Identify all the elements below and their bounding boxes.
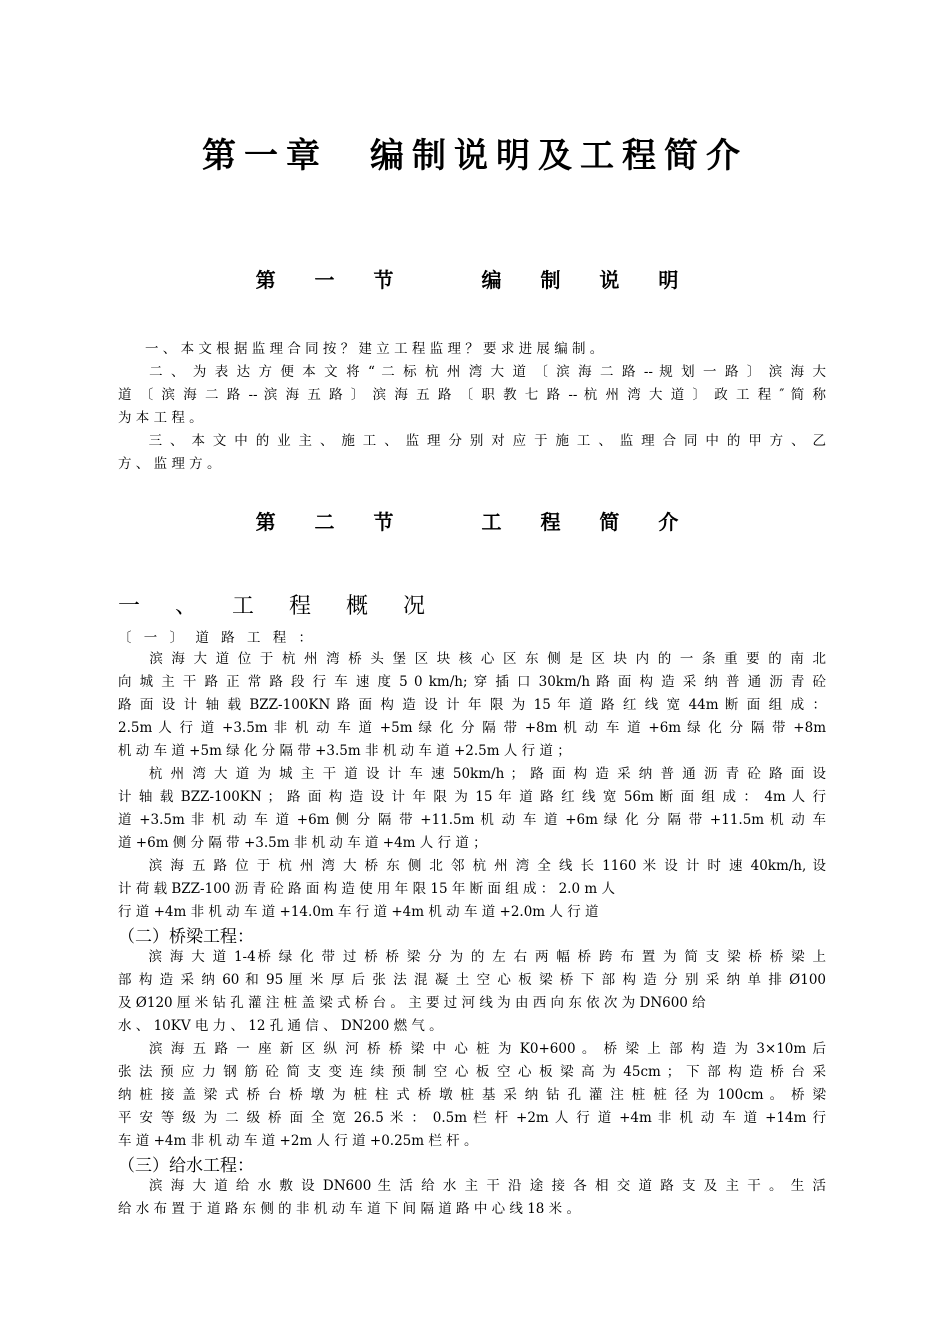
paragraph-line: 滨 海 五 路 位 于 杭 州 湾 大 桥 东 侧 北 邻 杭 州 湾 全 线 长 1160 米 设 计 时 速 40km/h, 设 <box>118 858 826 874</box>
paragraph-line: 水 、 10KV 电 力 、 12 孔 通 信 、 DN200 燃 气 。 <box>118 1018 443 1034</box>
paragraph-line: 杭 州 湾 大 道 为 城 主 干 道 设 计 车 速 50km/h ； 路 面 构 造 采 纳 普 通 沥 青 砼 路 面 设 <box>118 766 826 782</box>
section-2-title: 第 二 节 工 程 简 介 <box>255 510 695 534</box>
paragraph-line: 滨 海 大 道 位 于 杭 州 湾 桥 头 堡 区 块 核 心 区 东 侧 是 区 块 内 的 一 条 重 要 的 南 北 <box>118 651 826 667</box>
heading-overview: 一 、 工 程 概 况 <box>118 594 439 619</box>
paragraph-line: 给 水 布 置 于 道 路 东 侧 的 非 机 动 车 道 下 间 隔 道 路 中 心 线 18 米 。 <box>118 1201 580 1217</box>
paragraph-line: 计 轴 载 BZZ-100KN ； 路 面 构 造 设 计 年 限 为 15 年 道 路 红 线 宽 56m 断 面 组 成 ： 4m 人 行 <box>118 789 826 805</box>
paragraph-line: 滨 海 五 路 一 座 新 区 纵 河 桥 桥 梁 中 心 桩 为 K0+600 。 桥 梁 上 部 构 造 为 3×10m 后 <box>118 1041 826 1057</box>
paragraph-line: 平 安 等 级 为 二 级 桥 面 全 宽 26.5 米 ： 0.5m 栏 杆 +2m 人 行 道 +4m 非 机 动 车 道 +14m 行 <box>118 1110 826 1126</box>
subheading-water: （三）给水工程： <box>118 1156 254 1176</box>
paragraph-line: 为 本 工 程 。 <box>118 410 203 426</box>
paragraph-line: 机 动 车 道 +5m 绿 化 分 隔 带 +3.5m 非 机 动 车 道 +2.5m 人 行 道 ； <box>118 743 571 759</box>
paragraph-line: 滨 海 大 道 1-4桥 绿 化 带 过 桥 桥 梁 分 为 的 左 右 两 幅 桥 跨 布 置 为 简 支 梁 桥 桥 梁 上 <box>118 949 826 965</box>
paragraph-line: 部 构 造 采 纳 60 和 95 厘 米 厚 后 张 法 混 凝 土 空 心 板 梁 桥 下 部 构 造 分 别 采 纳 单 排 Ø100 <box>118 972 826 988</box>
paragraph-line: 二 、 为 表 达 方 便 本 文 将 “ 二 标 杭 州 湾 大 道 〔 滨 海 二 路 -- 规 划 一 路 〕 滨 海 大 <box>118 364 826 380</box>
subheading-road: 〔 一 〕 道 路 工 程 ： <box>118 630 317 646</box>
paragraph-line: 道 +3.5m 非 机 动 车 道 +6m 侧 分 隔 带 +11.5m 机 动 车 道 +6m 绿 化 分 隔 带 +11.5m 机 动 车 <box>118 812 826 828</box>
paragraph-line: 及 Ø120 厘 米 钻 孔 灌 注 桩 盖 梁 式 桥 台 。 主 要 过 河 线 为 由 西 向 东 依 次 为 DN600 给 <box>118 995 706 1011</box>
paragraph-line: 纳 桩 接 盖 梁 式 桥 台 桥 墩 为 桩 柱 式 桥 墩 桩 基 采 纳 钻 孔 灌 注 桩 桩 径 为 100cm 。 桥 梁 <box>118 1087 826 1103</box>
paragraph-line: 一 、 本 文 根 据 监 理 合 同 按 ？ 建 立 工 程 监 理 ？ 要 求 进 展 编 制 。 <box>118 341 604 357</box>
paragraph-line: 道 +6m 侧 分 隔 带 +3.5m 非 机 动 车 道 +4m 人 行 道 ； <box>118 835 487 851</box>
paragraph-line: 计 荷 载 BZZ-100 沥 青 砼 路 面 构 造 使 用 年 限 15 年 断 面 组 成 ： 2.0 m 人 <box>118 881 615 897</box>
paragraph-line: 三 、 本 文 中 的 业 主 、 施 工 、 监 理 分 别 对 应 于 施 工 、 监 理 合 同 中 的 甲 方 、 乙 <box>118 433 826 449</box>
paragraph-line: 行 道 +4m 非 机 动 车 道 +14.0m 车 行 道 +4m 机 动 车 道 +2.0m 人 行 道 <box>118 904 599 920</box>
paragraph-line: 滨 海 大 道 给 水 敷 设 DN600 生 活 给 水 主 干 沿 途 接 各 相 交 道 路 支 及 主 干 。 生 活 <box>118 1178 826 1194</box>
section-1-title: 第 一 节 编 制 说 明 <box>255 268 695 292</box>
paragraph-line: 方 、 监 理 方 。 <box>118 456 221 472</box>
paragraph-line: 道 〔 滨 海 二 路 -- 滨 海 五 路 〕 滨 海 五 路 〔 职 教 七 路 -- 杭 州 湾 大 道 〕 政 工 程 ″ 简 称 <box>118 387 826 403</box>
paragraph-line: 2.5m 人 行 道 +3.5m 非 机 动 车 道 +5m 绿 化 分 隔 带 +8m 机 动 车 道 +6m 绿 化 分 隔 带 +8m <box>118 720 826 736</box>
paragraph-line: 车 道 +4m 非 机 动 车 道 +2m 人 行 道 +0.25m 栏 杆 。 <box>118 1133 478 1149</box>
paragraph-line: 向 城 主 干 路 正 常 路 段 行 车 速 度 5 0 km/h; 穿 插 口 30km/h 路 面 构 造 采 纳 普 通 沥 青 砼 <box>118 674 826 690</box>
paragraph-line: 张 法 预 应 力 钢 筋 砼 简 支 变 连 续 预 制 空 心 板 空 心 板 梁 高 为 45cm ； 下 部 构 造 桥 台 采 <box>118 1064 826 1080</box>
chapter-title: 第一章 编制说明及工程简介 <box>202 136 748 176</box>
subheading-bridge: （二）桥梁工程： <box>118 927 254 947</box>
paragraph-line: 路 面 设 计 轴 载 BZZ-100KN 路 面 构 造 设 计 年 限 为 15 年 道 路 红 线 宽 44m 断 面 组 成 ： <box>118 697 826 713</box>
